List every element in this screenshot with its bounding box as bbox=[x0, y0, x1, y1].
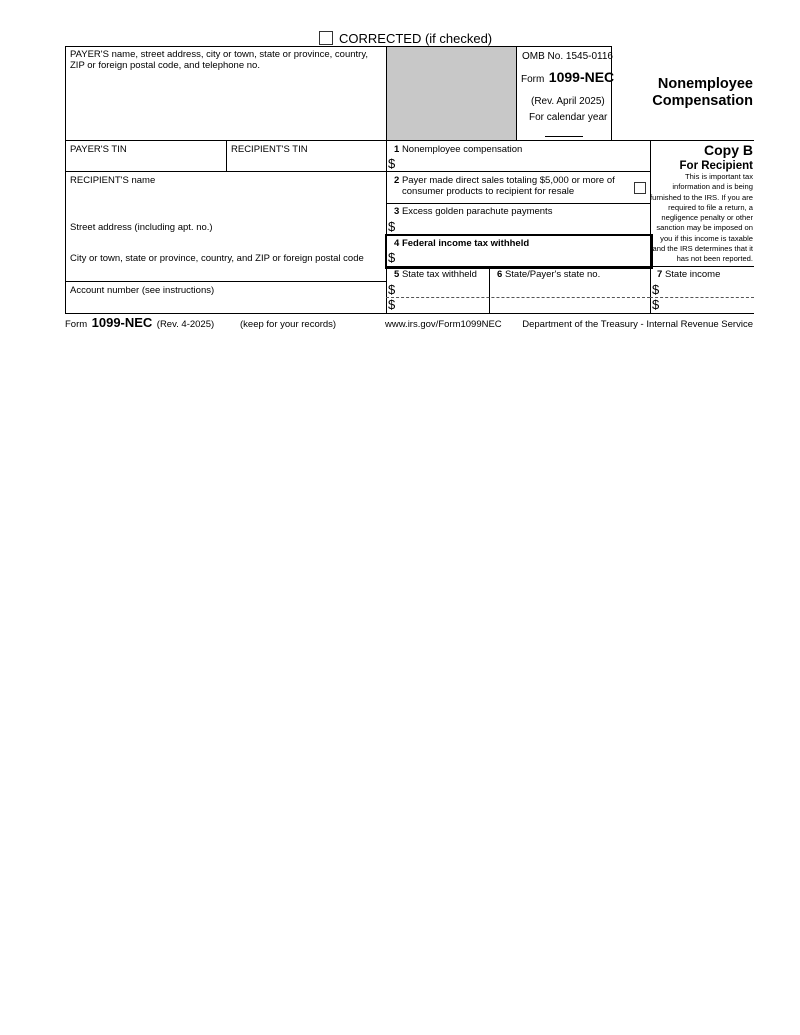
notice-line: This is important tax bbox=[685, 172, 753, 181]
box6-number: 6 bbox=[497, 269, 503, 280]
footer-form-name: 1099-NEC bbox=[91, 315, 153, 330]
shaded-box bbox=[386, 46, 516, 140]
notice-line: negligence penalty or other bbox=[661, 213, 753, 223]
left-rule bbox=[65, 46, 66, 313]
box4-label bbox=[394, 238, 529, 249]
row-rule-2 bbox=[65, 171, 650, 172]
box7-number: 7 bbox=[657, 269, 663, 280]
notice-line: you if this income is taxable bbox=[660, 233, 753, 243]
copy-notice bbox=[649, 172, 753, 265]
notice-line: furnished to the IRS. If you are bbox=[650, 192, 753, 202]
state-dash-1 bbox=[386, 297, 650, 298]
form-title-line1: Nonemployee bbox=[657, 76, 753, 92]
street-address-label: Street address (including apt. no.) bbox=[70, 222, 213, 233]
footer-form-id bbox=[65, 317, 214, 331]
box5-dollar-2: $ bbox=[388, 297, 396, 312]
box5-number: 5 bbox=[394, 269, 400, 280]
box5-dollar-1: $ bbox=[388, 282, 396, 297]
box6-text: State/Payer's state no. bbox=[504, 269, 601, 280]
footer-form-word: Form bbox=[65, 319, 88, 330]
box7-label bbox=[657, 269, 720, 280]
box1-label bbox=[394, 144, 522, 155]
copy-subtitle: For Recipient bbox=[679, 160, 753, 172]
box1-dollar: $ bbox=[388, 156, 396, 171]
row-rule-1b bbox=[611, 140, 754, 141]
box1-text: Nonemployee compensation bbox=[401, 144, 523, 155]
payer-tin-label: PAYER'S TIN bbox=[70, 144, 127, 155]
notice-line: sanction may be imposed on bbox=[656, 223, 753, 233]
box3-text: Excess golden parachute payments bbox=[401, 206, 553, 217]
recipient-name-label: RECIPIENT'S name bbox=[70, 175, 156, 186]
box6-label bbox=[497, 269, 600, 280]
footer-keep: (keep for your records) bbox=[240, 319, 337, 330]
notice-line: information and is being bbox=[672, 182, 753, 192]
copy-title: Copy B bbox=[704, 142, 753, 158]
box2-number: 2 bbox=[394, 175, 400, 186]
row-rule-4 bbox=[65, 281, 386, 282]
notice-line: and the IRS determines that it bbox=[652, 244, 753, 254]
box7-text: State income bbox=[664, 269, 721, 280]
box4-text: Federal income tax withheld bbox=[401, 238, 530, 249]
bottom-rule bbox=[65, 313, 754, 314]
box3-number: 3 bbox=[394, 206, 400, 217]
row-rule-3 bbox=[386, 203, 650, 204]
box3-label bbox=[394, 206, 552, 217]
form-name: 1099-NEC bbox=[548, 69, 615, 85]
box2-checkbox[interactable] bbox=[634, 182, 646, 194]
notice-line: has not been reported. bbox=[676, 254, 753, 264]
footer-url: www.irs.gov/Form1099NEC bbox=[385, 319, 502, 330]
recipient-tin-label: RECIPIENT'S TIN bbox=[231, 144, 308, 155]
col-rule-tin bbox=[226, 140, 227, 171]
box7-dollar-1: $ bbox=[652, 282, 660, 297]
row-rule-1 bbox=[65, 140, 650, 141]
col-rule-box6 bbox=[489, 266, 490, 313]
top-rule bbox=[65, 46, 611, 47]
box3-dollar: $ bbox=[388, 219, 396, 234]
box2-text-line2: consumer products to recipient for resale bbox=[402, 186, 575, 197]
footer-rev: (Rev. 4-2025) bbox=[156, 319, 215, 330]
account-number-label: Account number (see instructions) bbox=[70, 285, 215, 296]
box7-dollar-2: $ bbox=[652, 297, 660, 312]
calendar-year-label: For calendar year bbox=[529, 112, 608, 123]
form-title-line2: Compensation bbox=[652, 93, 753, 109]
state-dash-2 bbox=[650, 297, 754, 298]
rev-date: (Rev. April 2025) bbox=[531, 96, 605, 107]
payer-name-label: PAYER'S name, street address, city or town, state or province, country, ZIP or foreign postal code, and telephone no. bbox=[70, 49, 369, 71]
box4-number: 4 bbox=[394, 238, 400, 249]
box2-label bbox=[394, 175, 628, 197]
box5-text: State tax withheld bbox=[401, 269, 477, 280]
box5-label bbox=[394, 269, 477, 280]
box2-text-line1: Payer made direct sales totaling $5,000 or more of bbox=[401, 175, 615, 186]
notice-line: required to file a return, a bbox=[668, 202, 753, 212]
box1-number: 1 bbox=[394, 144, 400, 155]
form-word: Form bbox=[521, 74, 545, 85]
col-rule-main bbox=[386, 46, 387, 313]
footer-dept: Department of the Treasury - Internal Revenue Service bbox=[522, 319, 753, 330]
form-id bbox=[521, 69, 614, 87]
city-label: City or town, state or province, country, and ZIP or foreign postal code bbox=[70, 253, 364, 264]
corrected-label: CORRECTED (if checked) bbox=[339, 31, 493, 46]
col-rule-omb-left bbox=[516, 46, 517, 140]
omb-number: OMB No. 1545-0116 bbox=[522, 51, 613, 62]
box4-dollar: $ bbox=[388, 250, 396, 265]
corrected-checkbox[interactable] bbox=[319, 31, 333, 45]
calendar-year-blank bbox=[545, 136, 583, 137]
